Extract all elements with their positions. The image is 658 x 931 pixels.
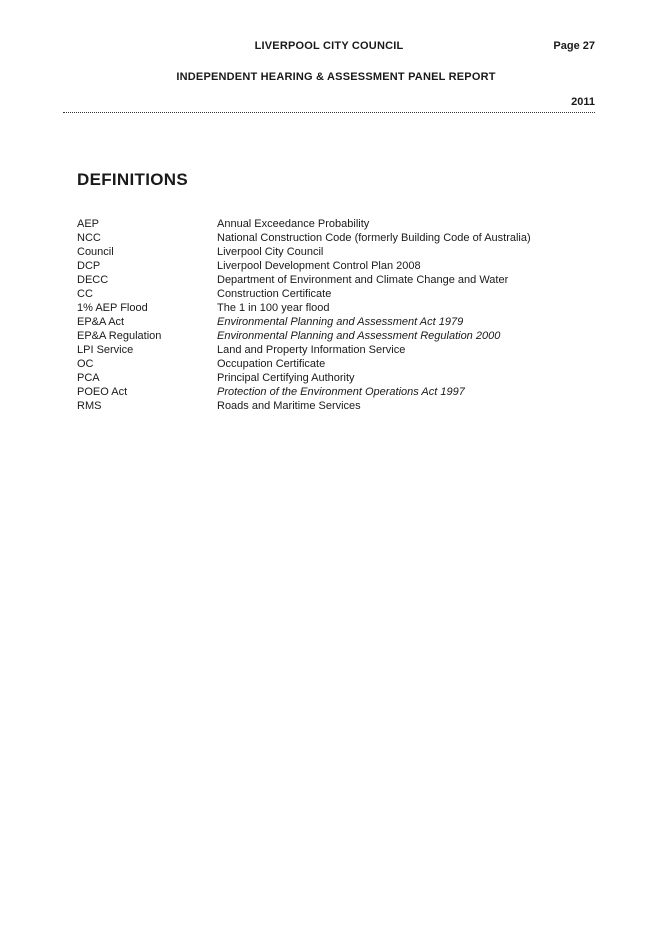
definition-description: Annual Exceedance Probability bbox=[217, 218, 370, 230]
definition-description: Land and Property Information Service bbox=[217, 344, 406, 356]
definition-row bbox=[77, 329, 597, 343]
definition-description: Environmental Planning and Assessment Act 1979 bbox=[217, 316, 464, 328]
definition-term: PCA bbox=[77, 372, 100, 384]
definition-row bbox=[77, 371, 597, 385]
page-number: Page 27 bbox=[553, 40, 595, 52]
definition-row bbox=[77, 315, 597, 329]
definition-term: Council bbox=[77, 246, 114, 258]
definition-description: Construction Certificate bbox=[217, 288, 332, 300]
definition-term: AEP bbox=[77, 218, 100, 230]
definition-term: EP&A Regulation bbox=[77, 330, 162, 342]
definition-description: The 1 in 100 year flood bbox=[217, 302, 330, 314]
definition-row bbox=[77, 385, 597, 399]
definition-description: Roads and Maritime Services bbox=[217, 400, 361, 412]
definition-term: EP&A Act bbox=[77, 316, 125, 328]
definition-description: Occupation Certificate bbox=[217, 358, 326, 370]
definition-description: Department of Environment and Climate Change and Water bbox=[217, 274, 509, 286]
definition-term: OC bbox=[77, 358, 94, 370]
definition-term: POEO Act bbox=[77, 386, 128, 398]
definition-row bbox=[77, 217, 597, 231]
header-divider bbox=[63, 112, 595, 113]
definition-description: Protection of the Environment Operations Act 1997 bbox=[217, 386, 465, 398]
definition-description: Principal Certifying Authority bbox=[217, 372, 355, 384]
definition-row bbox=[77, 231, 597, 245]
definition-row bbox=[77, 245, 597, 259]
report-title: INDEPENDENT HEARING & ASSESSMENT PANEL REPORT bbox=[176, 71, 496, 83]
definition-term: CC bbox=[77, 288, 93, 300]
definition-term: DECC bbox=[77, 274, 109, 286]
definition-term: RMS bbox=[77, 400, 102, 412]
council-name: LIVERPOOL CITY COUNCIL bbox=[254, 40, 404, 52]
definition-description: Environmental Planning and Assessment Regulation 2000 bbox=[217, 330, 501, 342]
definition-term: DCP bbox=[77, 260, 101, 272]
definition-term: LPI Service bbox=[77, 344, 134, 356]
definition-row bbox=[77, 301, 597, 315]
definition-row bbox=[77, 357, 597, 371]
definition-row bbox=[77, 273, 597, 287]
definition-term: NCC bbox=[77, 232, 101, 244]
report-year: 2011 bbox=[571, 96, 595, 108]
definitions-list bbox=[77, 217, 597, 413]
definition-term: 1% AEP Flood bbox=[77, 302, 148, 314]
definition-description: Liverpool Development Control Plan 2008 bbox=[217, 260, 421, 272]
section-title: DEFINITIONS bbox=[77, 170, 188, 189]
definition-description: Liverpool City Council bbox=[217, 246, 324, 258]
definition-row bbox=[77, 287, 597, 301]
definition-row bbox=[77, 259, 597, 273]
definition-row bbox=[77, 399, 597, 413]
definition-row bbox=[77, 343, 597, 357]
definition-description: National Construction Code (formerly Building Code of Australia) bbox=[217, 232, 531, 244]
